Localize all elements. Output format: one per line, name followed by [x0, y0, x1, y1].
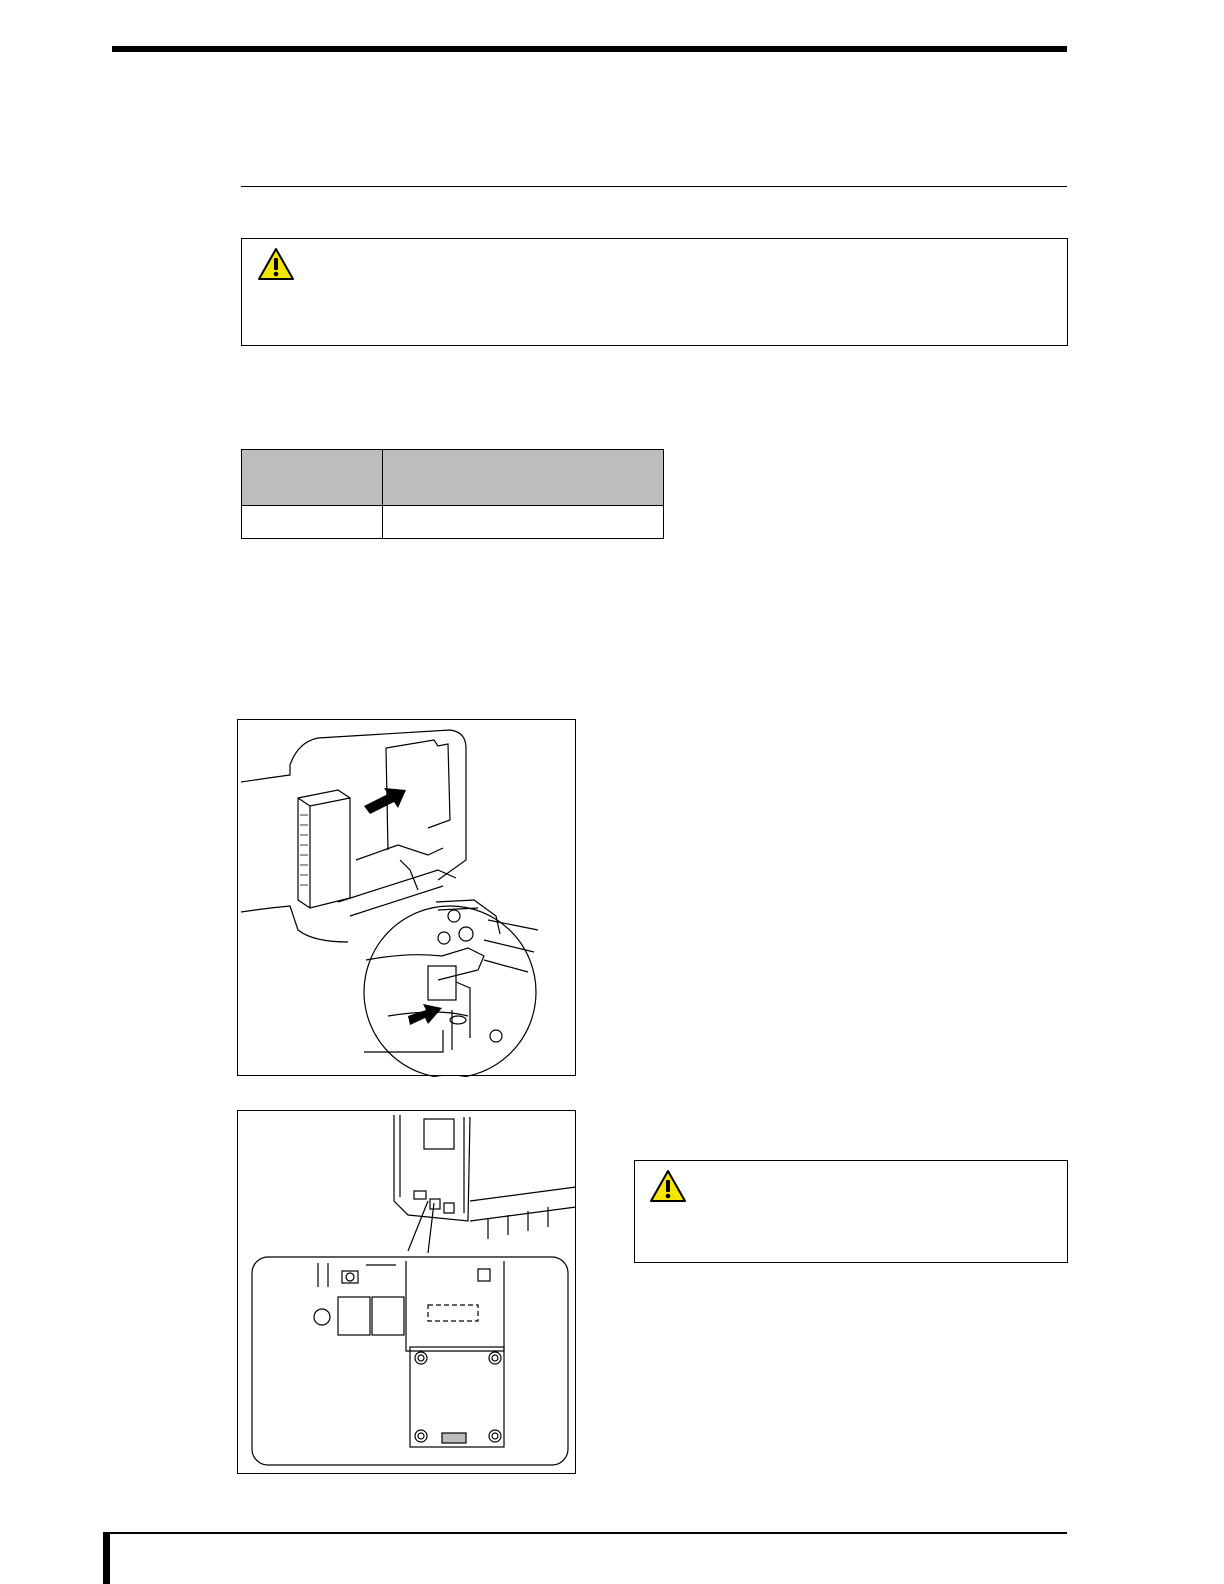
spec-table: [241, 449, 664, 539]
warning-triangle-icon: [257, 247, 295, 281]
figure-unit-insertion: [237, 719, 576, 1076]
figure-board-detail: [237, 1110, 576, 1474]
header-rule: [112, 46, 1067, 52]
section-divider: [241, 186, 1067, 187]
table-header-row: [242, 450, 664, 506]
unit-insertion-illustration: [238, 720, 577, 1077]
table-cell: [383, 506, 664, 539]
caution-box-side: [634, 1160, 1068, 1263]
board-detail-illustration: [238, 1111, 577, 1475]
table-header-cell: [242, 450, 383, 506]
table-header-cell: [383, 450, 664, 506]
table-row: [242, 506, 664, 539]
table-cell: [242, 506, 383, 539]
footer-rule: [103, 1532, 1067, 1534]
caution-box-top: [241, 238, 1068, 346]
warning-triangle-icon: [649, 1169, 687, 1203]
footer-bar: [103, 1532, 110, 1584]
